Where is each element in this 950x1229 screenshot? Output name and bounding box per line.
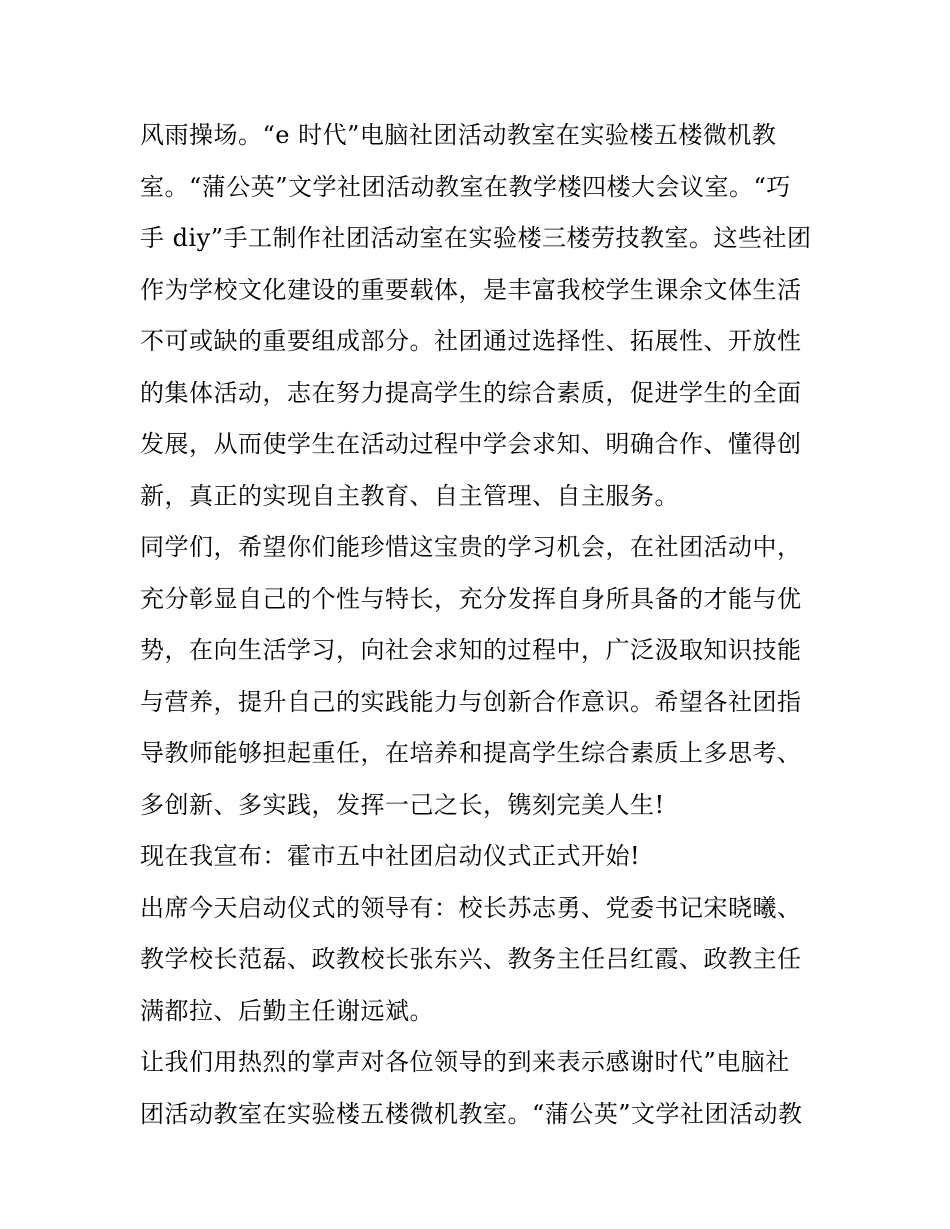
text-line-18: 满都拉、后勤主任谢远斌。 [140,996,434,1025]
text-line-8: 新，真正的实现自主教育、自主管理、自主服务。 [140,481,679,510]
text-line-19: 让我们用热烈的掌声对各位领导的到来表示感谢时代”电脑社 [140,1048,790,1076]
text-line-16: 出席今天启动仪式的领导有：校长苏志勇、党委书记宋晓曦、 [140,893,802,922]
text-line-5: 不可或缺的重要组成部分。社团通过选择性、拓展性、开放性 [140,327,802,355]
text-line-13: 导教师能够担起重任，在培养和提高学生综合素质上多思考、 [140,739,802,767]
text-line-15: 现在我宣布：霍市五中社团启动仪式正式开始! [140,842,641,870]
text-line-11: 势，在向生活学习，向社会求知的过程中，广泛汲取知识技能 [140,636,802,664]
text-line-3: 手 diy”手工制作社团活动室在实验楼三楼劳技教室。这些社团 [140,224,812,252]
text-line-20: 团活动教室在实验楼五楼微机教室。“蒲公英”文学社团活动教 [140,1099,803,1128]
text-line-1: 风雨操场。“e 时代”电脑社团活动教室在实验楼五楼微机教 [140,121,777,149]
text-line-9: 同学们，希望你们能珍惜这宝贵的学习机会，在社团活动中， [140,533,802,561]
text-line-2: 室。“蒲公英”文学社团活动教室在教学楼四楼大会议室。“巧 [140,172,791,201]
text-line-4: 作为学校文化建设的重要载体，是丰富我校学生课余文体生活 [140,275,802,304]
text-line-7: 发展，从而使学生在活动过程中学会求知、明确合作、懂得创 [140,430,802,458]
text-line-6: 的集体活动，志在努力提高学生的综合素质，促进学生的全面 [140,378,802,407]
text-line-14: 多创新、多实践，发挥一己之长，镌刻完美人生! [140,790,665,819]
text-line-12: 与营养，提升自己的实践能力与创新合作意识。希望各社团指 [140,687,802,716]
text-line-10: 充分彰显自己的个性与特长，充分发挥自身所具备的才能与优 [140,584,802,613]
text-line-17: 教学校长范磊、政教校长张东兴、教务主任吕红霞、政教主任 [140,945,802,973]
document-page [140,110,820,1140]
